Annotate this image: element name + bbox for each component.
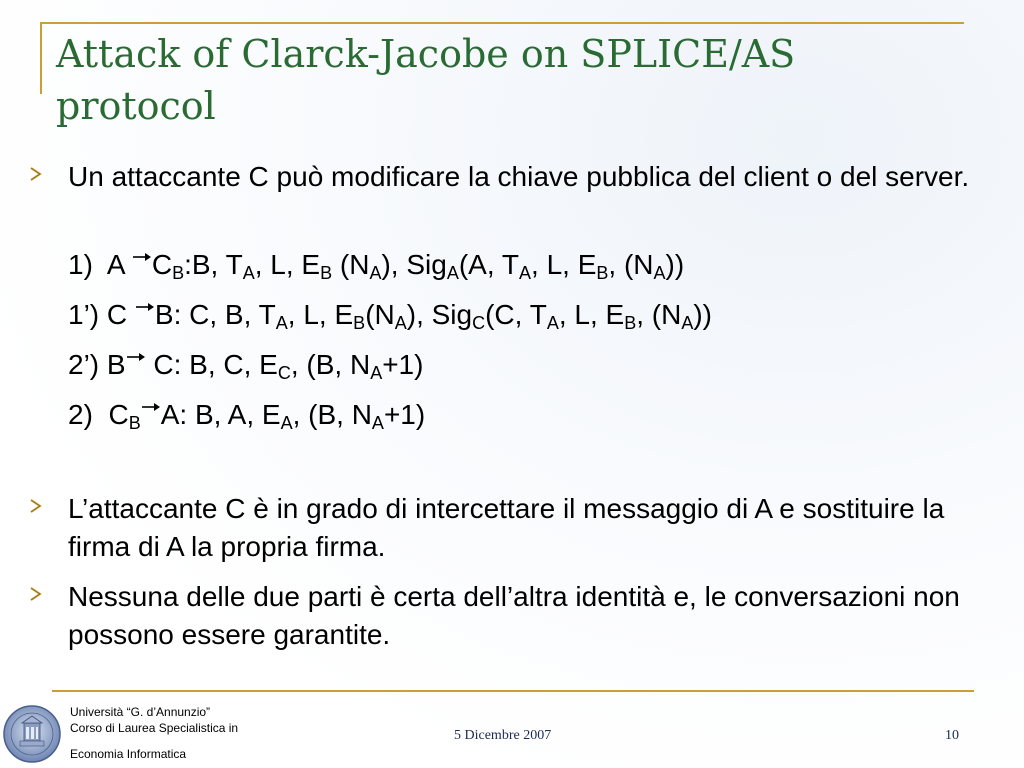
step-text: , L, E bbox=[558, 299, 625, 330]
slide-title: Attack of Clarck-Jacobe on SPLICE/AS protocol bbox=[56, 32, 796, 128]
step-subscript: B bbox=[353, 313, 366, 333]
step-text: , L, E bbox=[254, 249, 321, 280]
protocol-step-1 bbox=[68, 246, 684, 284]
step-subscript: A bbox=[546, 313, 559, 333]
protocol-step-2 bbox=[68, 396, 425, 434]
step-text: , L, E bbox=[287, 299, 354, 330]
step-text: +1) bbox=[382, 349, 424, 380]
step-text: (N bbox=[365, 299, 395, 330]
step-label: 1) bbox=[68, 249, 93, 280]
footer-date: 5 Dicembre 2007 bbox=[454, 728, 552, 743]
step-subscript: A bbox=[519, 263, 532, 283]
step-text: ), Sig bbox=[406, 299, 473, 330]
step-text: , L, E bbox=[531, 249, 597, 280]
step-subscript: A bbox=[370, 363, 383, 383]
step-text: , (N bbox=[608, 249, 654, 280]
step-subscript: A bbox=[369, 263, 382, 283]
step-text: , (B, N bbox=[290, 349, 371, 380]
step-text: ), Sig bbox=[381, 249, 447, 280]
step-subscript: A bbox=[394, 313, 407, 333]
step-text: C bbox=[106, 299, 128, 330]
step-subscript: A bbox=[446, 263, 459, 283]
step-text: C bbox=[108, 399, 129, 430]
step-label: 2’) bbox=[68, 349, 100, 380]
step-subscript: C bbox=[472, 313, 486, 333]
step-subscript: B bbox=[128, 413, 141, 433]
step-subscript: A bbox=[242, 263, 255, 283]
step-subscript: A bbox=[275, 313, 288, 333]
step-text: , (B, N bbox=[292, 399, 372, 430]
page-number: 10 bbox=[945, 728, 959, 743]
footer-course-name: Economia Informatica bbox=[70, 747, 187, 761]
step-text: B bbox=[106, 349, 126, 380]
bullet-text: Nessuna delle due parti è certa dell’altra identità e, le conversazioni non possono essere garantite. bbox=[68, 581, 960, 650]
university-seal-icon bbox=[2, 703, 62, 765]
chevron-right-icon bbox=[28, 166, 44, 182]
step-label: 1’) bbox=[68, 299, 100, 330]
bullet-text: L’attaccante C è in grado di intercettare il messaggio di A e sostituire la firma di A la propria firma. bbox=[68, 493, 945, 562]
step-subscript: A bbox=[280, 413, 293, 433]
title-rule-top bbox=[40, 22, 964, 24]
step-text: B: C, B, T bbox=[154, 299, 276, 330]
chevron-right-icon bbox=[28, 498, 44, 514]
footer-rule bbox=[52, 690, 974, 692]
step-text: C bbox=[151, 249, 173, 280]
step-label: 2) bbox=[68, 399, 93, 430]
step-text: (A, T bbox=[458, 249, 519, 280]
step-subscript: A bbox=[653, 263, 666, 283]
step-text: A: B, A, E bbox=[160, 399, 281, 430]
step-subscript: B bbox=[596, 263, 609, 283]
step-subscript: C bbox=[277, 363, 291, 383]
protocol-step-1-prime bbox=[68, 296, 712, 334]
step-text: )) bbox=[665, 249, 685, 280]
title-rule-left bbox=[40, 22, 42, 94]
chevron-right-icon bbox=[28, 586, 44, 602]
step-subscript: B bbox=[172, 263, 185, 283]
step-subscript: B bbox=[320, 263, 333, 283]
step-subscript: A bbox=[371, 413, 384, 433]
step-text: A bbox=[106, 249, 125, 280]
step-text: , (N bbox=[636, 299, 682, 330]
bullet-text: Un attaccante C può modificare la chiave pubblica del client o del server. bbox=[68, 161, 970, 192]
step-text: :B, T bbox=[184, 249, 243, 280]
step-subscript: A bbox=[681, 313, 694, 333]
footer-course-line: Corso di Laurea Specialistica in bbox=[70, 721, 239, 735]
step-subscript: B bbox=[624, 313, 637, 333]
protocol-step-2-prime bbox=[68, 346, 423, 384]
footer-university-name: Università “G. d’Annunzio” bbox=[70, 705, 211, 719]
step-text: (N bbox=[332, 249, 370, 280]
step-text: +1) bbox=[383, 399, 426, 430]
step-text: (C, T bbox=[485, 299, 547, 330]
step-text: C: B, C, E bbox=[153, 349, 278, 380]
step-text: )) bbox=[693, 299, 712, 330]
